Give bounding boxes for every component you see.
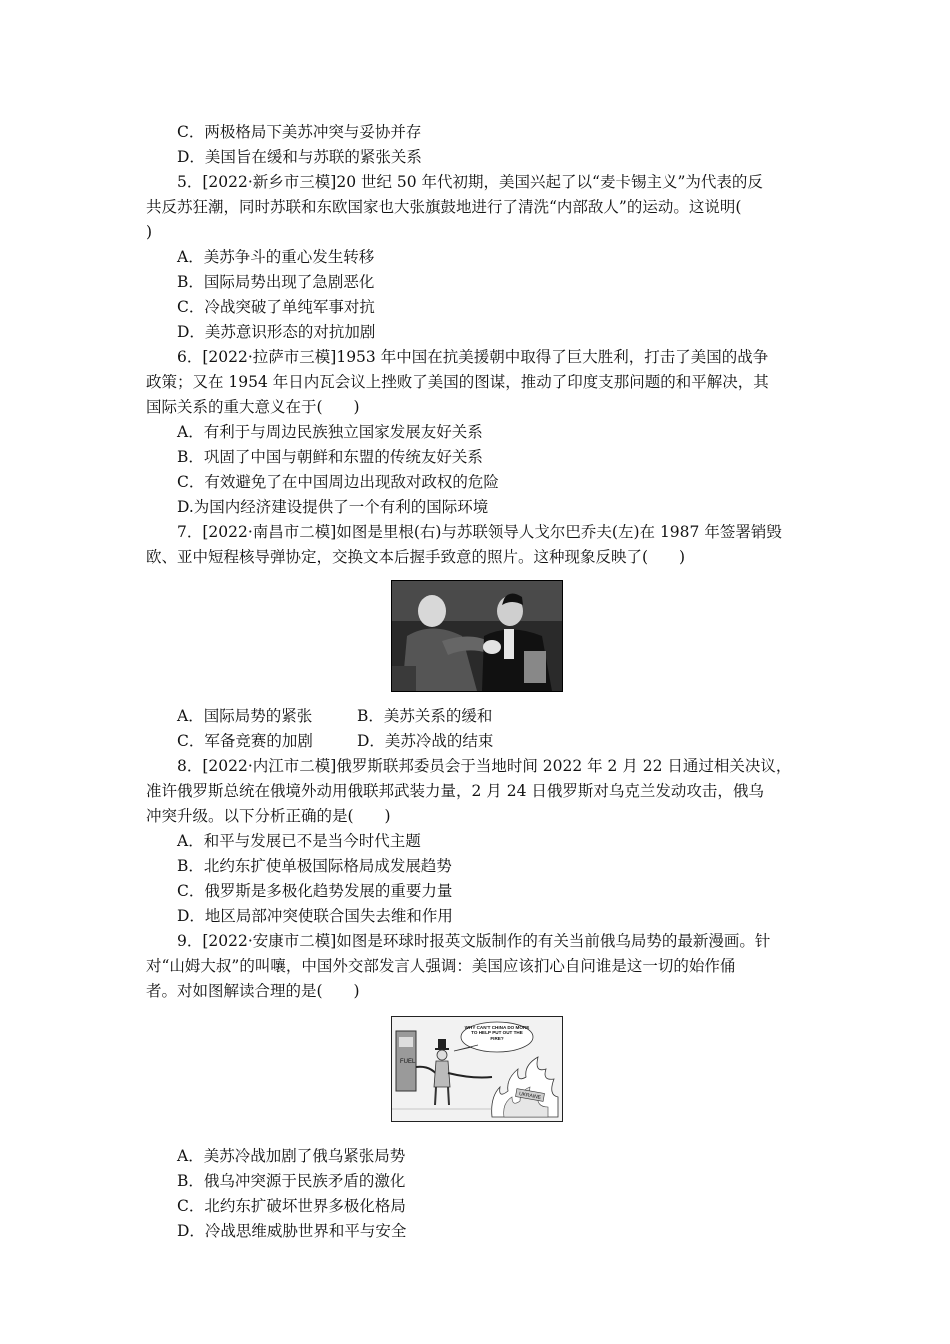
q8-stem-line3: 冲突升级。以下分析正确的是( ): [146, 807, 391, 825]
content: [146, 120, 808, 1244]
uncle-sam-cartoon: [391, 1016, 563, 1122]
q6-option-b: B．巩固了中国与朝鲜和东盟的传统友好关系: [177, 448, 483, 466]
q6-stem-line3: 国际关系的重大意义在于( ): [146, 398, 360, 416]
q7-options-row2: [146, 729, 808, 754]
q9-option-b: B．俄乌冲突源于民族矛盾的激化: [177, 1172, 406, 1190]
reagan-gorbachev-photo: [391, 580, 563, 692]
q8-option-c: C．俄罗斯是多极化趋势发展的重要力量: [177, 882, 453, 900]
q6-stem-line1: 6．[2022·拉萨市三模]1953 年中国在抗美援朝中取得了巨大胜利，打击了美国的战争: [177, 348, 769, 366]
q6-option-c: C．有效避免了在中国周边出现敌对政权的危险: [177, 473, 499, 491]
q6-stem-line2: 政策；又在 1954 年日内瓦会议上挫败了美国的图谋，推动了印度支那问题的和平解决，其: [146, 373, 769, 391]
q5-stem-line1: 5．[2022·新乡市三模]20 世纪 50 年代初期，美国兴起了以“麦卡锡主义”为代表的反: [177, 173, 763, 191]
q5-option-d: D．美苏意识形态的对抗加剧: [177, 323, 376, 341]
q7-figure: [146, 580, 808, 692]
q7-option-c: C．军备竞赛的加剧: [177, 732, 313, 750]
q9-option-c: C．北约东扩破坏世界多极化格局: [177, 1197, 406, 1215]
q7-option-d: D．美苏冷战的结束: [357, 732, 494, 750]
q7-option-a: A．国际局势的紧张: [177, 707, 313, 725]
q9-figure: [146, 1016, 808, 1122]
q9-stem-line3: 者。对如图解读合理的是( ): [146, 982, 360, 1000]
ukraine-label: UKRAINE: [518, 1091, 542, 1101]
q7-stem-line1: 7．[2022·南昌市二模]如图是里根(右)与苏联领导人戈尔巴乔夫(左)在 1987 年签署销毁: [177, 523, 782, 541]
q8-stem-line1: 8．[2022·内江市二模]俄罗斯联邦委员会于当地时间 2022 年 2 月 22 日通过相关决议，: [177, 757, 792, 775]
q8-stem-line2: 准许俄罗斯总统在俄境外动用俄联邦武装力量，2 月 24 日俄罗斯对乌克兰发动攻击，俄乌: [146, 782, 764, 800]
q7-options-row1: [146, 704, 808, 729]
q6-option-a: A．有利于与周边民族独立国家发展友好关系: [177, 423, 483, 441]
q7-stem-line2: 欧、亚中短程核导弹协定，交换文本后握手致意的照片。这种现象反映了( ): [146, 548, 686, 566]
q9-option-a: A．美苏冷战加剧了俄乌紧张局势: [177, 1147, 406, 1165]
fuel-label: FUEL: [400, 1059, 416, 1065]
q5-option-c: C．冷战突破了单纯军事对抗: [177, 298, 375, 316]
cartoon-speech-bubble: WHY CAN'T CHINA DO MORE TO HELP PUT OUT THE FIRE?: [464, 1025, 530, 1041]
q9-stem-line1: 9．[2022·安康市二模]如图是环球时报英文版制作的有关当前俄乌局势的最新漫画。针: [177, 932, 771, 950]
q5-option-a: A．美苏争斗的重心发生转移: [177, 248, 375, 266]
q7-option-b: B．美苏关系的缓和: [357, 707, 493, 725]
q8-option-d: D．地区局部冲突使联合国失去维和作用: [177, 907, 453, 925]
q5-option-b: B．国际局势出现了急剧恶化: [177, 273, 375, 291]
q6-option-d: D.为国内经济建设提供了一个有利的国际环境: [177, 498, 489, 516]
q5-stem-line3: ): [146, 223, 153, 241]
q8-option-b: B．北约东扩使单极国际格局成发展趋势: [177, 857, 452, 875]
q8-option-a: A．和平与发展已不是当今时代主题: [177, 832, 421, 850]
q9-option-d: D．冷战思维威胁世界和平与安全: [177, 1222, 407, 1240]
q4-option-c: C．两极格局下美苏冲突与妥协并存: [177, 123, 422, 141]
q5-stem-line2: 共反苏狂潮，同时苏联和东欧国家也大张旗鼓地进行了清洗“内部敌人”的运动。这说明(: [146, 198, 742, 216]
q4-option-d: D．美国旨在缓和与苏联的紧张关系: [177, 148, 422, 166]
q9-stem-line2: 对“山姆大叔”的叫嚷，中国外交部发言人强调：美国应该扪心自问谁是这一切的始作俑: [146, 957, 736, 975]
